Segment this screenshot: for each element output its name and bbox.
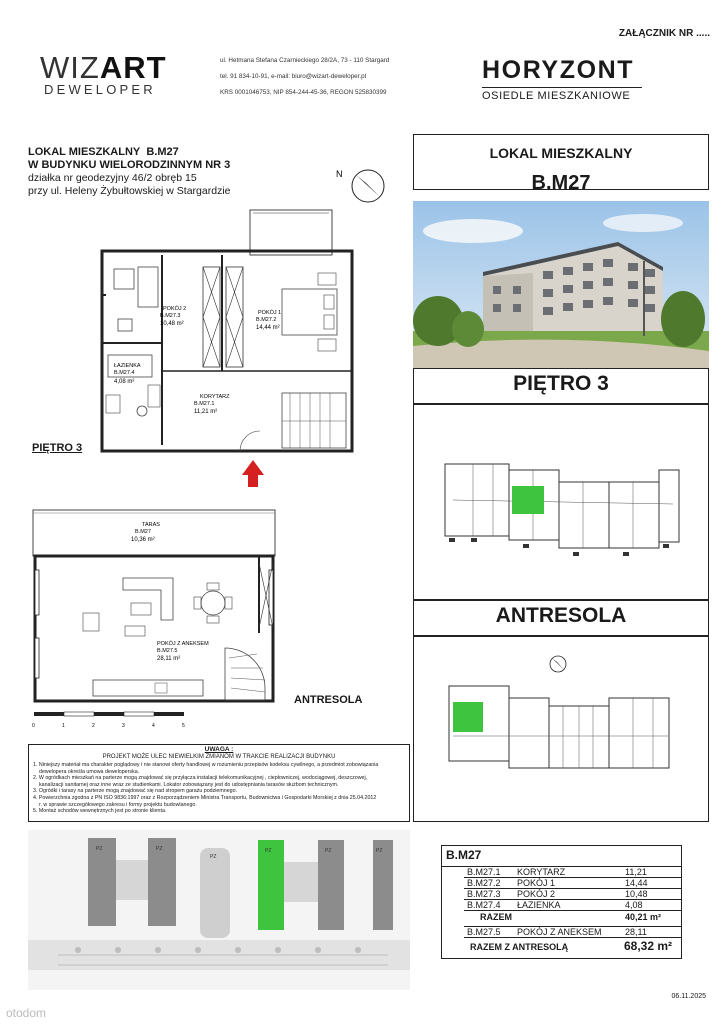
unit-building: W BUDYNKU WIELORODZINNYM NR 3: [28, 158, 231, 171]
logo-wiz-text: WIZ: [40, 50, 100, 85]
table-row: [467, 878, 648, 888]
table-row-code: B.M27.4: [467, 900, 501, 910]
contact-registry: KRS 0001046753, NIP 854-244-45-36, REGON 525830399: [220, 89, 387, 96]
site-pz-4: PZ: [265, 848, 272, 854]
floor-plan-level3: [90, 195, 365, 500]
note-5: 5. Montaż schodów wewnętrznych jest po stronie klienta.: [33, 808, 167, 815]
key-plan-level3: [413, 404, 709, 600]
unit-title: [28, 146, 230, 171]
table-row-name: ŁAZIENKA: [517, 900, 561, 910]
table-row-name: KORYTARZ: [517, 867, 566, 877]
unit-highlight-level3: [512, 486, 544, 514]
room-lazienka-name: ŁAZIENKA: [114, 363, 141, 369]
annex-label: ZAŁĄCZNIK NR .....: [618, 28, 710, 39]
table-divider: [464, 937, 682, 938]
table-row-code: B.M27.2: [467, 878, 501, 888]
table-row-area: 28,11: [625, 927, 647, 937]
north-arrow-small-icon: [550, 656, 566, 672]
room-aneks-area: 28,11 m²: [157, 656, 181, 662]
room-pokoj1-code: B.M27.2: [256, 317, 277, 323]
building-rendering: [413, 201, 709, 368]
site-pz-2: PZ: [156, 846, 163, 852]
scale-bar: [28, 710, 218, 734]
room-pokoj2-code: B.M27.3: [160, 313, 181, 319]
site-pz-5: PZ: [325, 848, 332, 854]
site-pz-6: PZ: [376, 848, 383, 854]
table-row-name: POKÓJ 2: [517, 889, 556, 899]
room-korytarz-area: 11,21 m²: [194, 409, 218, 415]
note-1: 1. Niniejszy materiał ma charakter poglądowy i nie stanowi oferty handlowej w rozumieniu przepisów kodeksu cywilnego, a przedmiot zobowiązania: [33, 762, 379, 768]
contact-phone: tel. 91 834-10-91, e-mail: biuro@wizart-deweloper.pl: [220, 73, 367, 80]
terrace-code: B.M27: [135, 529, 151, 535]
notes-heading: UWAGA :: [204, 746, 234, 753]
total-value: 68,32 m²: [624, 939, 673, 953]
room-lazienka-area: 4,08 m²: [114, 379, 135, 385]
unit-title-code: B.M27: [146, 146, 179, 158]
notes-subheading: PROJEKT MOŻE ULEC NIEWIELKIM ZMIANOM W TRAKCIE REALIZACJI BUDYNKU: [102, 754, 336, 760]
table-row-code: B.M27.1: [467, 867, 501, 877]
table-divider: [464, 910, 682, 911]
area-table-title: B.M27: [446, 848, 482, 862]
scale-1: 1: [62, 723, 65, 729]
table-row-area: 11,21: [625, 867, 647, 877]
table-row-extra: [467, 927, 647, 937]
unit-highlight-mezzanine: [453, 702, 483, 732]
table-row: [467, 889, 648, 899]
scale-3: 3: [122, 723, 125, 729]
project-title-rule: [482, 87, 642, 88]
table-row-area: 10,48: [625, 889, 648, 899]
terrace-name: TARAS: [142, 522, 160, 528]
room-lazienka-code: B.M27.4: [114, 370, 135, 376]
table-row-code: B.M27.5: [467, 927, 501, 937]
room-korytarz-name: KORYTARZ: [200, 394, 230, 400]
company-logo: [40, 50, 167, 86]
note-1b: dewelopera określa umowa deweloperska.: [39, 768, 140, 775]
floor-header: PIĘTRO 3: [513, 372, 609, 395]
logo-art-text: ART: [99, 50, 167, 85]
site-plan: [28, 830, 410, 990]
logo-subtitle: DEWELOPER: [44, 82, 156, 97]
key-plan-mezzanine: [413, 636, 709, 822]
scale-2: 2: [92, 723, 95, 729]
total-label: RAZEM Z ANTRESOLĄ: [470, 942, 569, 952]
room-pokoj2-area: 10,48 m²: [160, 321, 184, 327]
note-3: 3. Ogródki i tarasy na parterze mogą znajdować się nad stropem garażu podziemnego.: [33, 788, 238, 795]
room-aneks-code: B.M27.5: [157, 648, 178, 654]
room-pokoj2-name: POKÓJ 2: [163, 306, 187, 312]
notes-list: [33, 762, 407, 815]
note-2b: kanalizacji sanitarnej oraz inne wraz ze studienkami. Lokator zobowiązany jest do udostępniania tarasów służbom technicznym.: [39, 781, 339, 788]
floor-plan-mezzanine: [25, 508, 285, 708]
unit-title-label: LOKAL MIESZKALNY: [28, 146, 141, 158]
room-korytarz-code: B.M27.1: [194, 401, 215, 407]
table-row-name: POKÓJ Z ANEKSEM: [517, 927, 602, 937]
table-row-area: 4,08: [625, 900, 643, 910]
note-4b: r. w sprawie szczegółowego zakresu i formy projektu budowlanego.: [39, 801, 197, 808]
note-2: 2. W ogródkach mieszkań na parterze mogą znajdować się przyłącza instalacji telekomunikacyjnej , ciepłowniczej, wodociągowej, deszczowej,: [33, 775, 368, 782]
unit-header-code: B.M27: [531, 172, 591, 194]
unit-header-label: LOKAL MIESZKALNY: [489, 145, 633, 161]
mezzanine-header: ANTRESOLA: [495, 604, 627, 627]
table-row: [467, 900, 643, 910]
unit-parcel: działka nr geodezyjny 46/2 obręb 15: [28, 172, 197, 184]
floor-label: PIĘTRO 3: [32, 442, 83, 454]
contact-address: ul. Hetmana Stefana Czarnieckiego 28/2A, 73 - 110 Stargard: [220, 57, 390, 64]
site-pz-1: PZ: [96, 846, 103, 852]
project-title: HORYZONT: [482, 56, 635, 84]
table-row-code: B.M27.3: [467, 889, 501, 899]
room-pokoj1-area: 14,44 m²: [256, 325, 280, 331]
watermark: otodom: [6, 1006, 47, 1020]
sum-value: 40,21 m²: [625, 912, 662, 922]
sum-label: RAZEM: [480, 912, 512, 922]
entrance-arrow-icon: [242, 460, 264, 487]
scale-4: 4: [152, 723, 155, 729]
mezzanine-label: ANTRESOLA: [294, 694, 363, 706]
room-pokoj1-name: POKÓJ 1: [258, 310, 282, 316]
project-subtitle: OSIEDLE MIESZKANIOWE: [482, 90, 631, 102]
site-pz-3: PZ: [210, 854, 217, 860]
scale-5: 5: [182, 723, 185, 729]
document-date: 06.11.2025: [671, 993, 706, 1000]
table-row: [467, 867, 647, 877]
note-4: 4. Powierzchnia zgodna z PN ISO 9836:1997 oraz z Rozporządzeniem Ministra Transportu, Budownictwa i Gospodarki Morskiej z dnia 25.04.2012: [33, 794, 377, 801]
table-row-name: POKÓJ 1: [517, 878, 556, 888]
scale-0: 0: [32, 723, 35, 729]
room-aneks-name: POKÓJ Z ANEKSEM: [157, 641, 209, 647]
north-label: N: [336, 169, 343, 179]
table-row-area: 14,44: [625, 878, 648, 888]
unit-street: przy ul. Heleny Żybułtowskiej w Stargardzie: [28, 185, 231, 197]
terrace-area: 10,36 m²: [131, 537, 155, 543]
